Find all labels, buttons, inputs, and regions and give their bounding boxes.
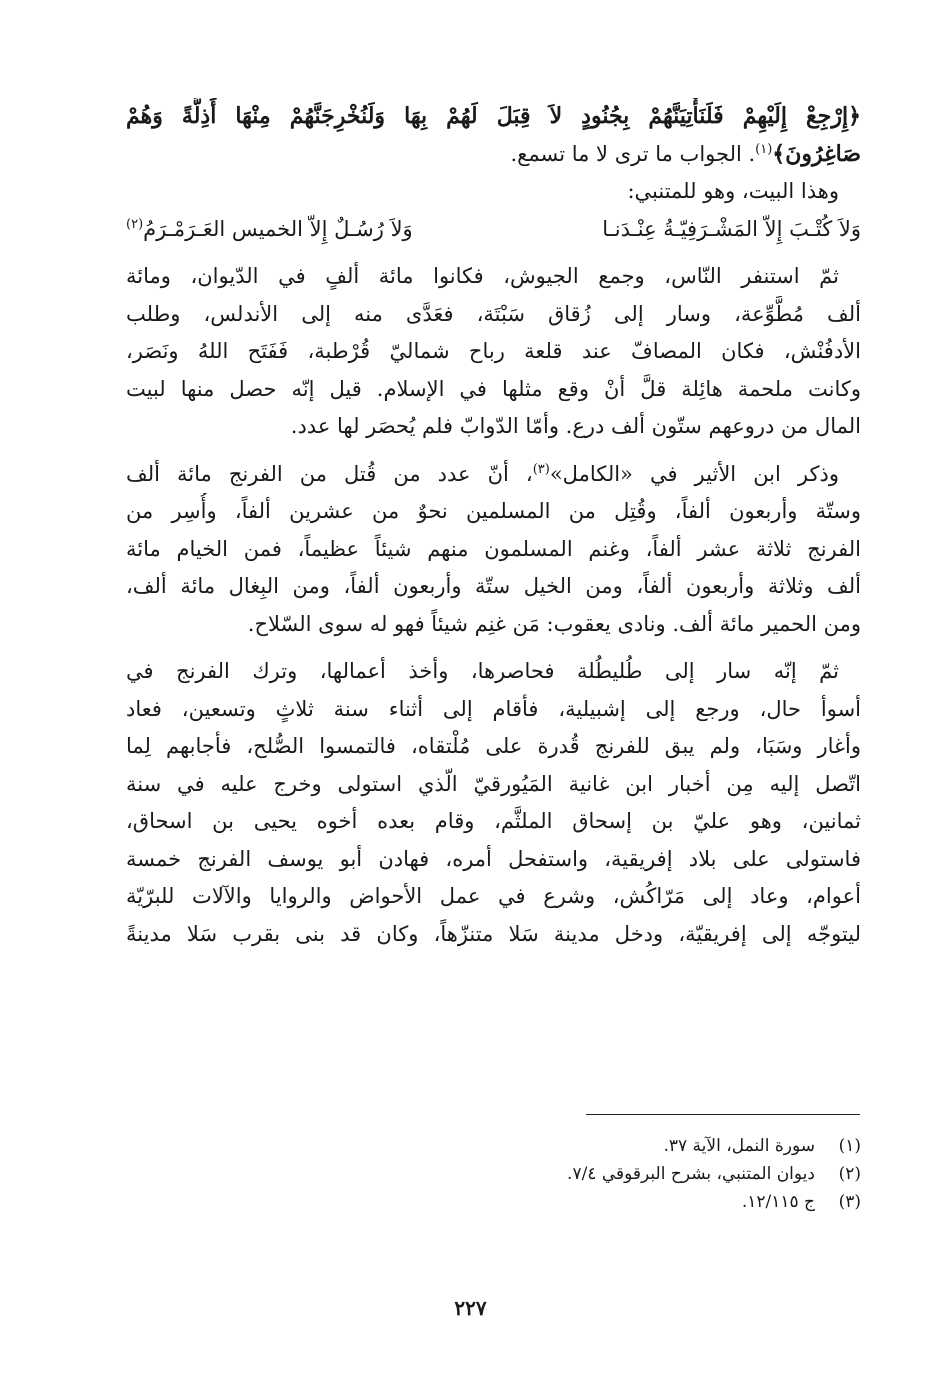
paragraph-3	[126, 653, 861, 953]
poem-hemistich-left-wrap	[126, 211, 413, 249]
footnotes	[421, 1132, 861, 1216]
paragraph-line	[126, 456, 861, 494]
paragraph-line: ثمّ استنفر النّاس، وجمع الجيوش، فكانوا مائة ألفٍ في الدّيوان، ومائة	[126, 264, 839, 288]
paragraph-line: وستّة وأربعون ألفاً، وقُتِل من المسلمين نحوٌ من عشرين ألفاً، وأُسِر من	[126, 499, 861, 523]
paragraph-line: أعوام، وعاد إلى مَرّاكُش، وشرع في عمل الأحواض والروايا والآلات للبرّيّة	[126, 884, 861, 908]
paragraph-line: ألف مُطَّوِّعة، وسار إلى زُقاق سَبْتَة، فعَدَّى منه إلى الأندلس، وطلب	[126, 301, 861, 326]
quran-verse-line-2	[126, 136, 861, 174]
paragraph-line: ليتوجّه إلى إفريقيّة، ودخل مدينة سَلا متنزّهاً، وكان قد بنى بقرب سَلا مدينةً	[126, 921, 861, 946]
paragraph-line: فاستولى على بلاد إفريقية، واستفحل أمره، فهادن أبو يوسف الفرنج خمسة	[126, 846, 861, 871]
paragraph-line: أسوأ حال، ورجع إلى إشبيلية، فأقام إلى أثناء سنة ثلاثٍ وتسعين، فعاد	[126, 696, 861, 721]
paragraph-2-start: وذكر ابن الأثير في «الكامل»	[549, 461, 839, 486]
paragraph-line: اتّصل إليه مِن أخبار ابن غانية المَيُورقيّ الّذي استولى وخرج عليه في سنة	[126, 771, 861, 796]
footnote-number: (٢)	[838, 1164, 861, 1184]
paragraph-line: ثمانين، وهو عليّ بن إسحاق الملثَّم، وقام بعده أخوه يحيى بن اسحاق،	[126, 809, 861, 833]
paragraph-line: الفرنج ثلاثة عشر ألفاً، وغنم المسلمون منهم شيئاً عظيماً، فمن الخيام مائة	[126, 536, 861, 561]
paragraph-line: وكانت ملحمة هائِلة قلَّ أنْ وقع مثلها في الإسلام. قيل إنّه حصل منها لبيت	[126, 376, 861, 401]
poem-hemistich-left: وَلاَ رُسُـلٌ إِلاّ الخميس العَـرَمْـرَمُ	[143, 216, 413, 241]
footnote-number: (٣)	[838, 1192, 861, 1212]
poem-intro: وهذا البيت، وهو للمتنبي:	[627, 179, 839, 203]
footnote-separator	[586, 1114, 860, 1115]
paragraph-1	[126, 258, 861, 446]
quran-verse-line-1: ﴿إِرْجِعْ إِلَيْهِمْ فَلَنَأْتِيَنَّهُمْ بِجُنُودٍ لاَ قِبَلَ لَهُمْ بِهَا وَلَنُخْرِجَنَّهُمْ مِنْهَا أَذِلَّةً وَهُمْ	[126, 103, 861, 129]
footnote-text: سورة النمل، الآية ٣٧.	[663, 1136, 815, 1156]
paragraph-line: ومن الحمير مائة ألف. ونادى يعقوب: مَن غنِم شيئاً فهو له سوى السّلاح.	[247, 611, 861, 636]
paragraph-2	[126, 456, 861, 644]
paragraph-line: المال من دروعهم ستّون ألف درع. وأمّا الدّوابّ فلم يُحصَر لها عدد.	[290, 414, 861, 438]
paragraph-line: ألف وثلاثة وأربعون ألفاً، ومن الخيل ستّة وأربعون ألفاً، ومن البِغال مائة ألف،	[126, 574, 861, 598]
footnote-item	[421, 1160, 861, 1188]
footnote-ref-2: (٢)	[126, 216, 144, 232]
footnote-ref-3: (٣)	[532, 461, 550, 477]
paragraph-2-cont: ، أنّ عدد من قُتل من الفرنج مائة ألف	[126, 461, 533, 486]
footnote-number: (١)	[838, 1136, 861, 1156]
poem-hemistich-right: وَلاَ كُتْـبَ إِلاّ المَشْـرَفِيّـةُ عِنْـدَنـا	[602, 216, 861, 241]
paragraph-line: وأغار وسَبَا، ولم يبق للفرنج قُدرة على مُلْتقاه، فالتمسوا الصُّلح، فأجابهم لِما	[126, 734, 861, 758]
page-number: ٢٢٧	[454, 1296, 487, 1320]
quran-verse-end: صَاغِرُونَ﴾	[772, 140, 861, 167]
verse-answer: . الجواب ما ترى لا ما تسمع.	[510, 141, 756, 166]
poem-verse	[126, 211, 861, 249]
paragraph-line: الأدفُنْش، فكان المصافّ عند قلعة رباح شماليّ قُرْطبة، فَفَتَح اللهُ ونَصَر،	[126, 339, 861, 363]
footnote-text: ج ١٢/١١٥.	[741, 1192, 815, 1212]
paragraph-line: ثمّ إنّه سار إلى طُليطُلة فحاصرها، وأخذ أعمالها، وترك الفرنج في	[126, 659, 839, 683]
main-text	[126, 98, 861, 953]
footnote-item	[421, 1188, 861, 1216]
footnote-text: ديوان المتنبي، بشرح البرقوقي ٧/٤.	[567, 1164, 815, 1184]
footnote-item	[421, 1132, 861, 1160]
footnote-ref-1: (١)	[755, 141, 773, 157]
